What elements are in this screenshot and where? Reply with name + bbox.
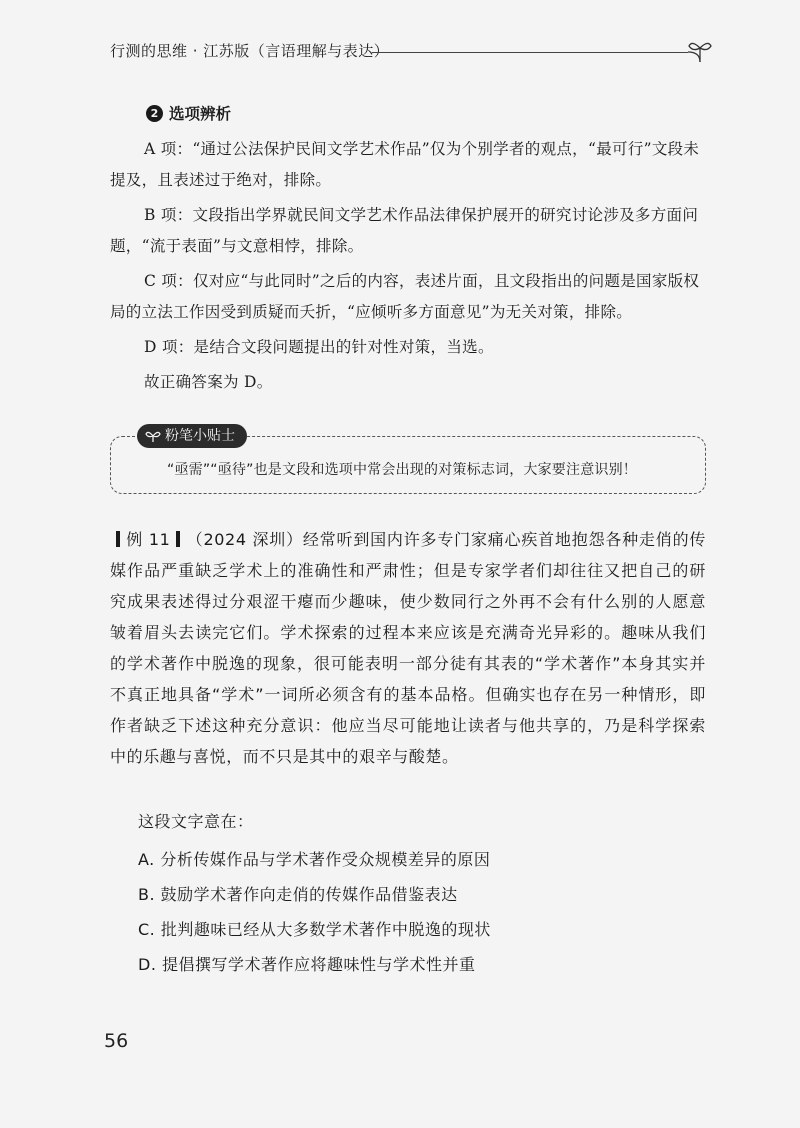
label-bar-right [176, 531, 180, 547]
running-header [110, 38, 710, 66]
analysis-a: A 项：“通过公法保护民间文学艺术作品”仅为个别学者的观点，“最可行”文段未提及，且表述过于绝对，排除。 [110, 140, 700, 189]
option-a: A. 分析传媒作品与学术著作受众规模差异的原因 [138, 850, 491, 869]
tip-label: 粉笔小贴士 [165, 428, 235, 444]
answer-statement: 故正确答案为 D。 [144, 373, 273, 391]
option-c: C. 批判趣味已经从大多数学术著作中脱逸的现状 [138, 920, 491, 939]
sprout-icon [685, 38, 715, 64]
analysis-d: D 项：是结合文段问题提出的针对性对策，当选。 [144, 338, 494, 356]
example-text: 经常听到国内许多专门家痛心疾首地抱怨各种走俏的传媒作品严重缺乏学术上的准确性和严肃性；但是专家学者们却往往又把自己的研究成果表述得过分艰涩干瘪而少趣味，使少数同行之外再不会有什么别的人愿意皱着眉头去读完它们。学术探索的过程本来应该是充满奇光异彩的。趣味从我们的学术著作中脱逸的现象，很可能表明一部分徒有其表的“学术著作”本身其实并不真正地具备“学术”一词所必须含有的基本品格。但确实也存在另一种情形，即作者缺乏下述这种充分意识：他应当尽可能地让读者与他共享的，乃是科学探索中的乐趣与喜悦，而不只是其中的艰辛与酸楚。 [110, 530, 706, 766]
section-title: 选项辨析 [169, 105, 232, 123]
sprout-icon [145, 429, 161, 443]
section-number-badge: 2 [146, 105, 163, 122]
analysis-b: B 项：文段指出学界就民间文学艺术作品法律保护展开的研究讨论涉及多方面问题，“流于表面”与文意相悖，排除。 [110, 206, 699, 255]
option-analysis [110, 134, 710, 402]
option-d: D. 提倡撰写学术著作应将趣味性与学术性并重 [138, 955, 476, 974]
tip-box [110, 428, 706, 494]
answer-options [138, 842, 491, 982]
tip-tag [137, 424, 247, 448]
analysis-c: C 项：仅对应“与此同时”之后的内容，表述片面，且文段指出的问题是国家版权局的立法工作因受到质疑而夭折，“应倾听多方面意见”为无关对策，排除。 [110, 272, 700, 321]
header-rule [372, 52, 688, 53]
example-label: 例 11 [126, 530, 171, 549]
example-paragraph [110, 524, 706, 772]
label-bar-left [116, 531, 120, 547]
question-stem: 这段文字意在： [138, 812, 254, 831]
tip-text: “亟需”“亟待”也是文段和选项中常会出现的对策标志词，大家要注意识别！ [167, 462, 638, 478]
example-source: （2024 深圳） [186, 530, 303, 549]
section-heading [146, 102, 231, 124]
page-number: 56 [104, 1030, 129, 1052]
option-b: B. 鼓励学术著作向走俏的传媒作品借鉴表达 [138, 885, 458, 904]
book-title: 行测的思维 · 江苏版（言语理解与表达） [110, 42, 390, 60]
example-passage [110, 524, 706, 772]
